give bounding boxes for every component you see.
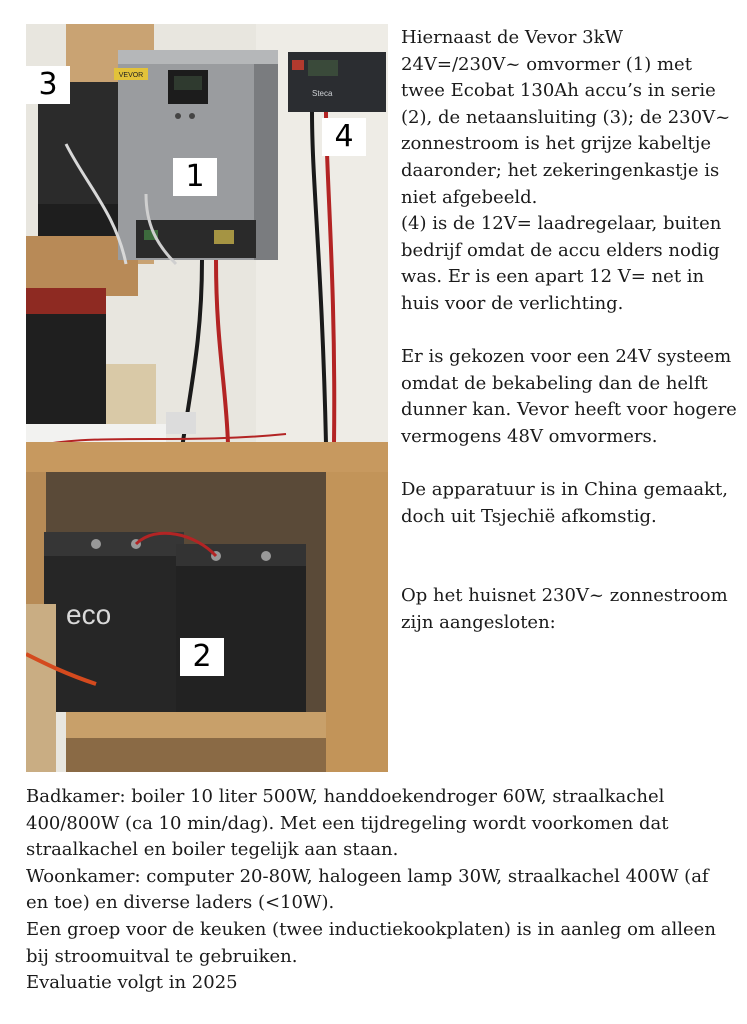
charge-controller [288, 52, 386, 112]
paragraph-kitchen: Een groep voor de keuken (twee inductiekookplaten) is in aanleg om alleen bij stroomuitval te gebruiken. [26, 918, 716, 967]
label-3: 3 [26, 66, 70, 104]
svg-text:eco: eco [66, 599, 112, 630]
vevor-sticker: VEVOR [118, 72, 144, 79]
paragraph-origin: De apparatuur is in China gemaakt, doch uit Tsjechië afkomstig. [401, 479, 728, 527]
installation-photo [26, 24, 388, 772]
paragraph-connected-intro: Op het huisnet 230V~ zonnestroom zijn aangesloten: [401, 585, 728, 633]
paragraph-bathroom: Badkamer: boiler 10 liter 500W, handdoekendroger 60W, straalkachel 400/800W (ca 10 min/dag). Met een tijdregeling wordt voorkomen dat straalkachel en boiler tegelijk aan staan. [26, 786, 669, 861]
svg-text:Steca: Steca [312, 89, 333, 98]
bottom-text [26, 784, 736, 997]
right-column-text [401, 25, 741, 636]
paragraph-evaluation: Evaluatie volgt in 2025 [26, 972, 238, 994]
paragraph-24v-system: Er is gekozen voor een 24V systeem omdat de bekabeling dan de helft dunner kan. Vevor heeft voor hogere vermogens 48V omvormers. [401, 346, 737, 447]
label-1: 1 [173, 158, 217, 196]
paragraph-inverter: Hiernaast de Vevor 3kW 24V=/230V~ omvormer (1) met twee Ecobat 130Ah accu’s in serie (2), de netaansluiting (3); de 230V~ zonnestroom is het grijze kabeltje daaronder; het zekeringenkastje is niet afgebeeld. [401, 27, 731, 208]
label-4: 4 [322, 118, 366, 156]
paragraph-charge-controller: (4) is de 12V= laadregelaar, buiten bedrijf omdat de accu elders nodig was. Er is een apart 12 V= net in huis voor de verlichting. [401, 213, 722, 314]
paragraph-living-room: Woonkamer: computer 20-80W, halogeen lamp 30W, straalkachel 400W (af en toe) en diverse laders (<10W). [26, 865, 709, 914]
battery-bank [44, 532, 306, 719]
inverter-unit [118, 50, 278, 260]
label-2: 2 [180, 638, 224, 676]
